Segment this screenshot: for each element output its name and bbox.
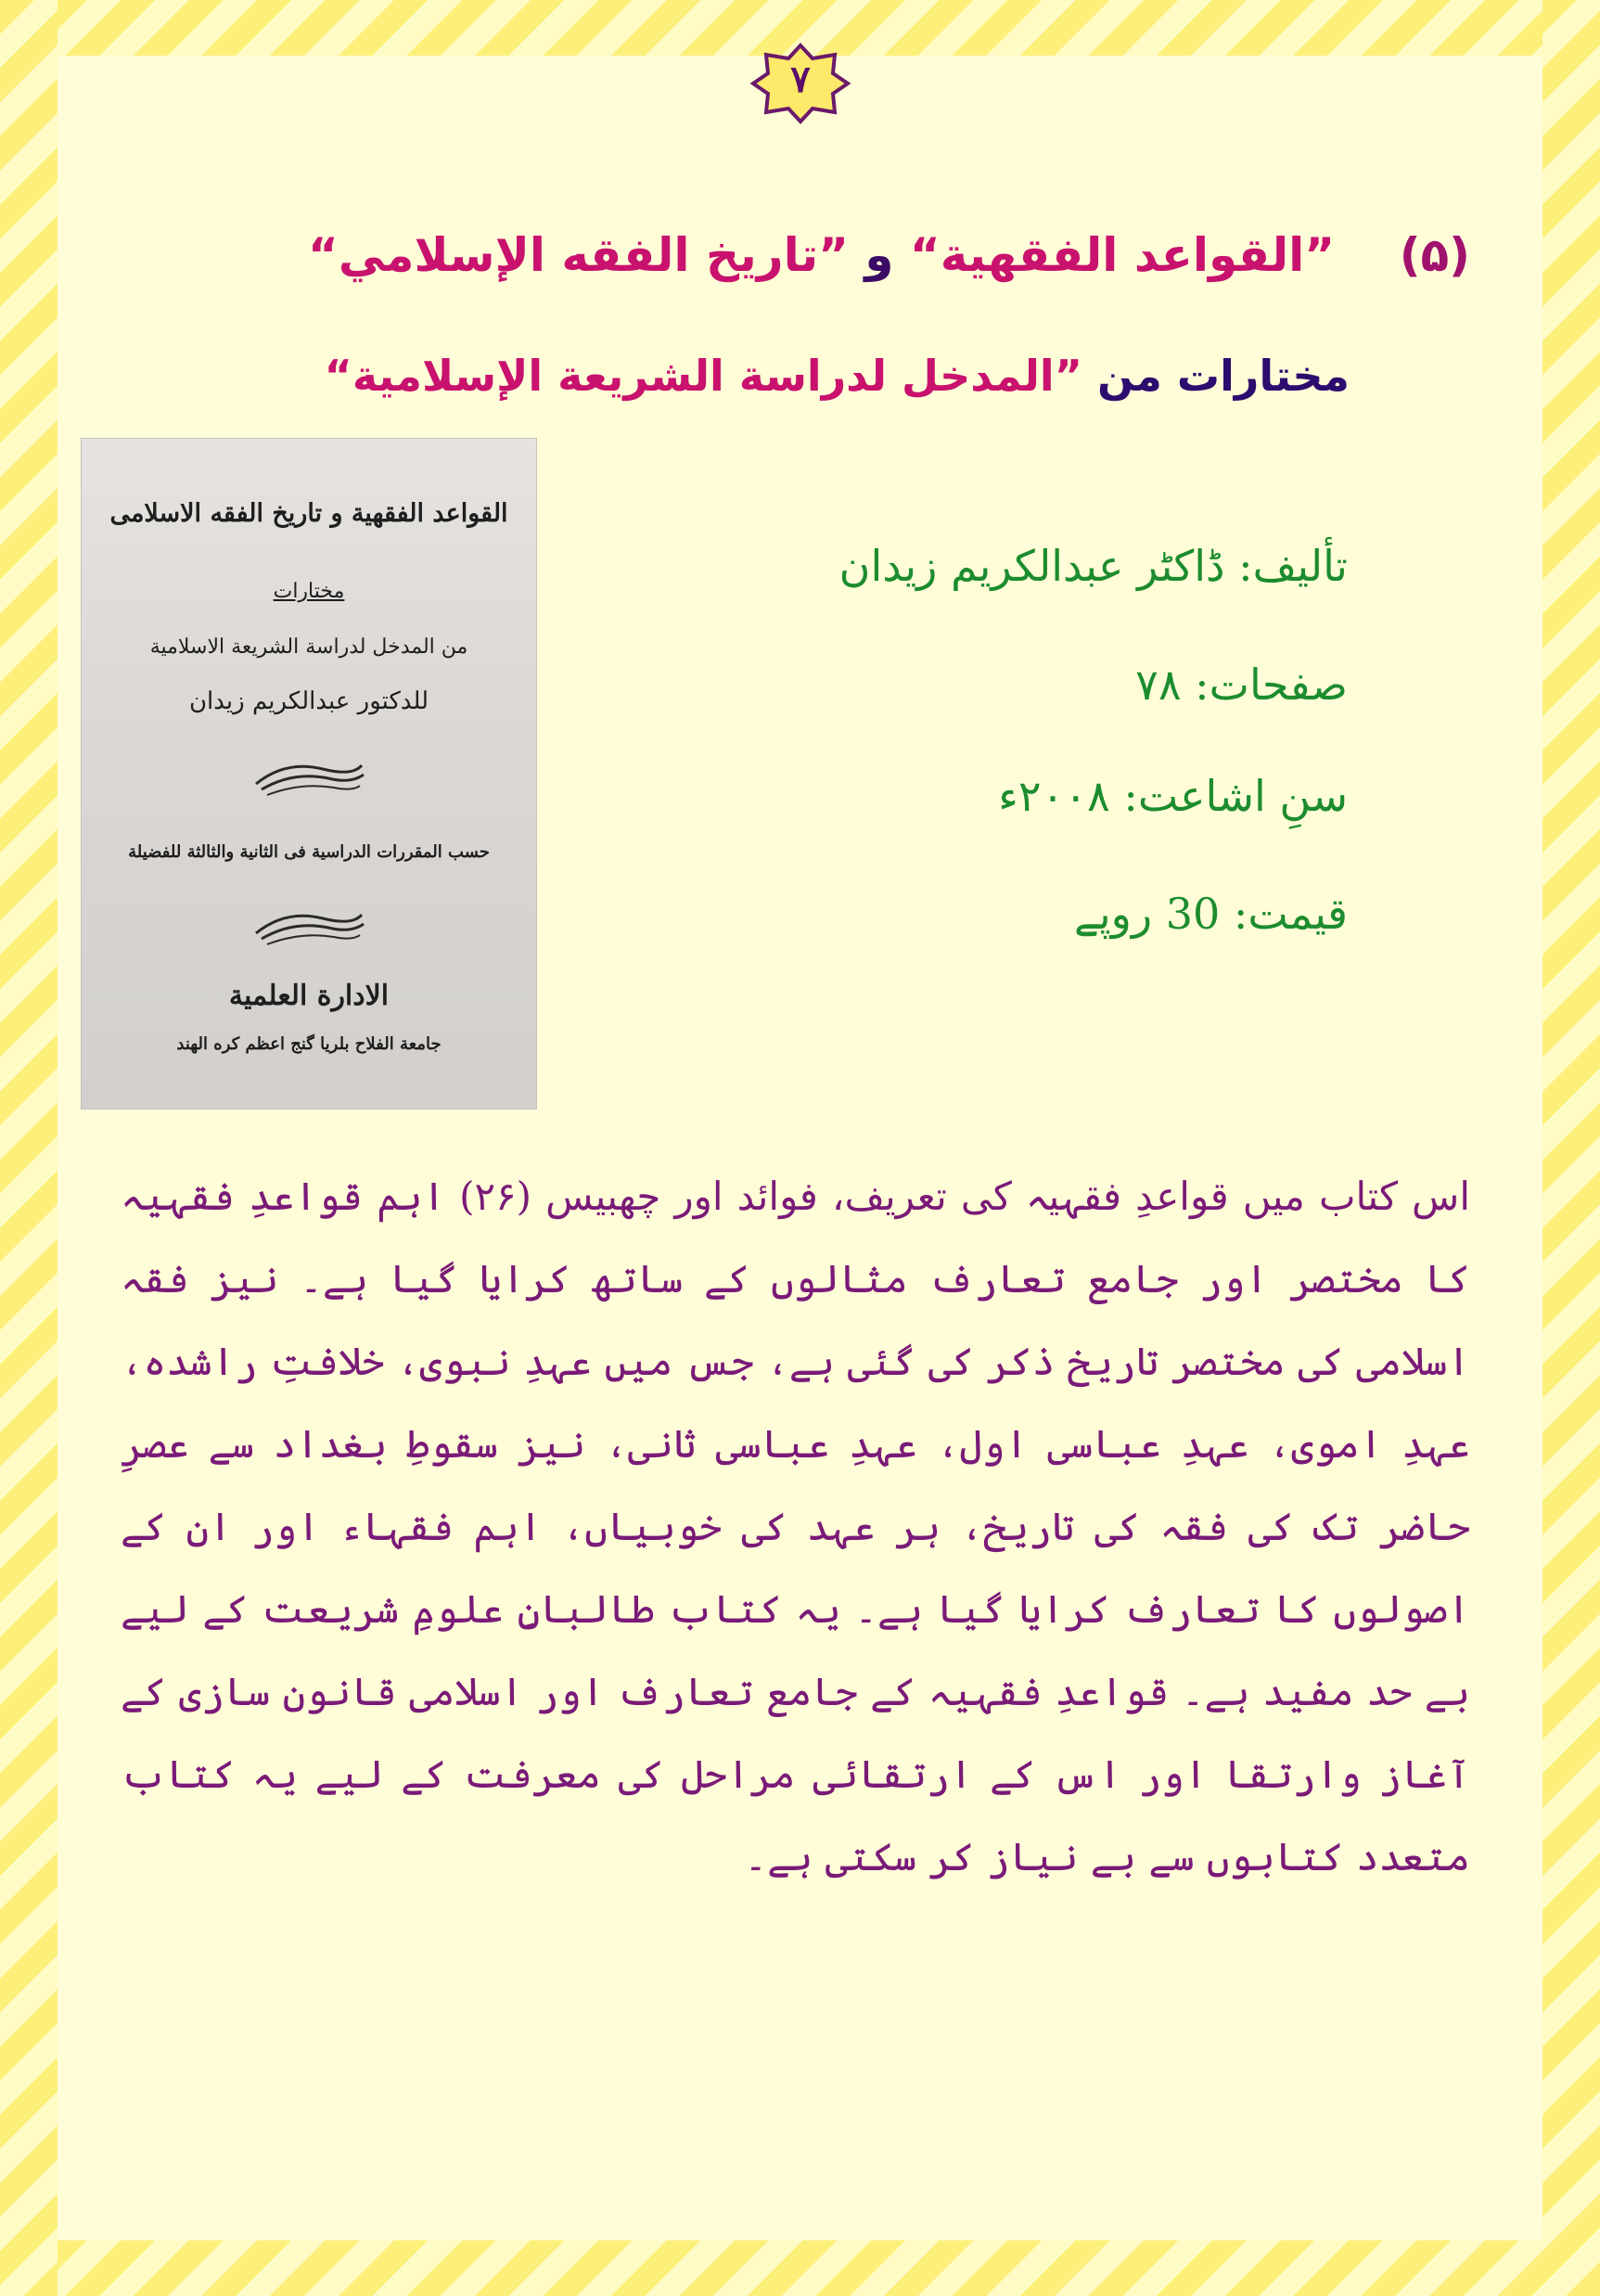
book-cover-image xyxy=(82,439,536,1109)
subheading-prefix: مختارات من xyxy=(1096,351,1350,401)
heading-title-qawaid: ”القواعد الفقهية“ xyxy=(909,228,1336,282)
section-number: (۵) xyxy=(1399,228,1470,282)
decorative-left-border xyxy=(0,0,58,2296)
section-subheading xyxy=(144,343,1350,408)
cover-author: للدكتور عبدالكريم زيدان xyxy=(188,687,429,715)
heading-title-tarikh: ”تاريخ الفقه الإسلامي“ xyxy=(308,228,849,282)
cover-ornament-icon xyxy=(249,905,369,952)
cover-curriculum: حسب المقررات الدراسية فى الثانية والثالثة للفضيلة xyxy=(128,842,490,862)
cover-line-1: مختارات xyxy=(273,580,345,603)
book-pages: صفحات: ۷۸ xyxy=(1135,660,1348,710)
decorative-right-border xyxy=(1542,0,1600,2296)
heading-connector: و xyxy=(864,228,894,282)
cover-publisher: الادارة العلمية xyxy=(228,980,390,1012)
cover-line-2: من المدخل لدراسة الشريعة الاسلامية xyxy=(149,635,468,659)
cover-ornament-icon xyxy=(249,756,369,802)
decorative-bottom-border xyxy=(0,2240,1600,2296)
book-description: اس کتاب میں قواعدِ فقہیہ کی تعریف، فوائد اور چھبیس (۲۶) اہم قواعدِ فقہیہ کا مختصر اور جامع تعارف مثالوں کے ساتھ کرایا گیا ہے۔ نیز فقہ اسلامی کی مختصر تاریخ ذکر کی گئی ہے، جس میں عہدِ نبوی، خلافتِ راشدہ، عہدِ اموی، عہدِ عباسی اول، عہدِ عباسی ثانی، نیز سقوطِ بغداد سے عصرِ حاضر تک کی فقہ کی تاریخ، ہر عہد کی خوبیاں، اہم فقہاء اور ان کے اصولوں کا تعارف کرایا گیا ہے۔ یہ کتاب طالبانِ علومِ شریعت کے لیے بے حد مفید ہے۔ قواعدِ فقہیہ کے جامع تعارف اور اسلامی قانون سازی کے آغاز وارتقا اور اس کے ارتقائی مراحل کی معرفت کے لیے یہ کتاب متعدد کتابوں سے بے نیاز کر سکتی ہے۔ xyxy=(121,1174,1470,1879)
cover-address: جامعة الفلاح بلريا گنج اعظم كره الهند xyxy=(176,1034,442,1054)
section-heading xyxy=(134,223,1470,288)
book-price: قیمت: 30 روپے xyxy=(1073,889,1348,939)
page-number: ۷ xyxy=(790,58,811,101)
subheading-title: ”المدخل لدراسة الشريعة الإسلامية“ xyxy=(324,351,1082,401)
cover-title: القواعد الفقهية و تاريخ الفقه الاسلامى xyxy=(109,499,508,528)
book-publication-year: سنِ اشاعت: ۲۰۰۸ء xyxy=(998,771,1348,821)
book-author: تألیف: ڈاکٹر عبدالکریم زیدان xyxy=(838,541,1348,591)
